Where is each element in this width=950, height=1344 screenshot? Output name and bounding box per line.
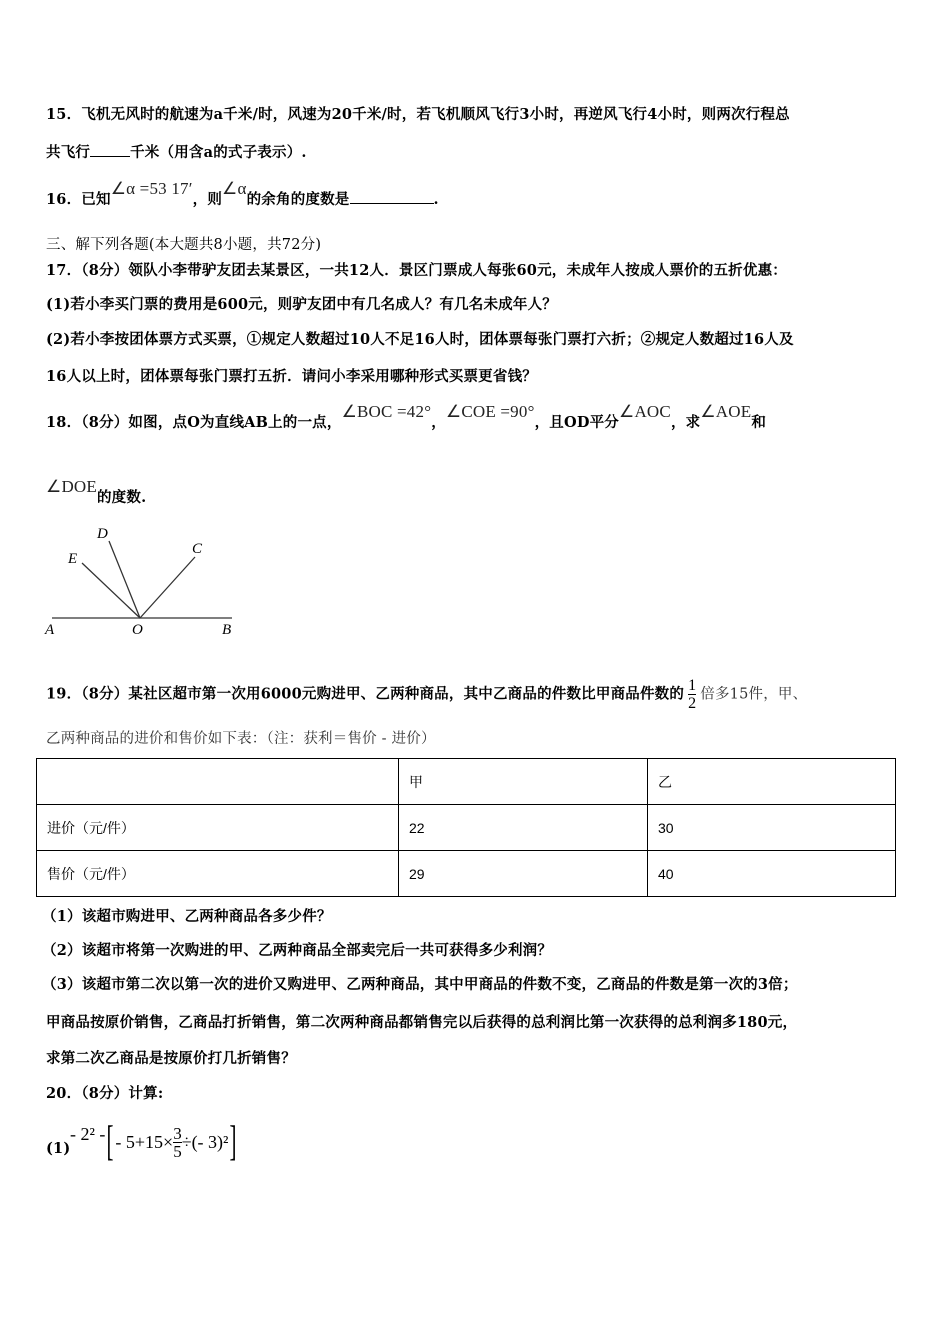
math-expr: ÷(- 3)² (181, 1131, 229, 1152)
math-expr: ∠DOE (46, 477, 97, 496)
price-table (36, 758, 896, 897)
table-row (37, 805, 896, 851)
math-expr: ∠COE =90° (445, 402, 535, 421)
math-expr: - 2² - (70, 1123, 106, 1144)
math-expr: ∠α (222, 179, 247, 198)
numerator: 1 (688, 677, 697, 694)
q16-text: ，则 (192, 191, 223, 208)
q17-line4: 16人以上时，团体票每张门票打五折．请问小李采用哪种形式买票更省钱？ (46, 368, 537, 385)
denominator: 5 (173, 1141, 182, 1161)
q18-text: ， (431, 414, 446, 431)
table-cell: 40 (648, 851, 896, 897)
q19-text: 19．（8分）某社区超市第一次用6000元购进甲、乙两种商品，其中乙商品的件数比甲商品件数的 (46, 685, 685, 703)
label-d: D (97, 526, 108, 542)
answer-blank (350, 189, 434, 204)
q19-line2: 乙两种商品的进价和售价如下表：（注：获利＝售价 - 进价） (46, 731, 436, 747)
q16-text: . (433, 191, 439, 208)
q20-part1-label: (1) (46, 1140, 71, 1157)
angle-figure (0, 0, 300, 660)
q15-text: 共飞行 (46, 144, 91, 161)
q19-part3-line1: （3）该超市第二次以第一次的进价又购进甲、乙两种商品，其中甲商品的件数不变，乙商品的件数是第一次的3倍； (42, 976, 798, 993)
table-cell: 售价（元/件） (37, 851, 399, 897)
q20-expression (70, 1118, 238, 1166)
ray-oe (82, 563, 140, 618)
table-cell: 甲 (399, 759, 648, 805)
q18-text: 的度数. (96, 489, 147, 506)
label-e: E (68, 551, 78, 567)
ray-oc (140, 557, 195, 618)
table-cell: 30 (648, 805, 896, 851)
math-expr: ∠α =53 17′ (110, 179, 193, 198)
table-cell: 乙 (648, 759, 896, 805)
fraction (688, 677, 696, 712)
q18-text: ，且OD平分 (534, 414, 619, 431)
q19-part1: （1）该超市购进甲、乙两种商品各多少件？ (42, 908, 332, 925)
math-expr: ∠AOE (700, 402, 752, 421)
table-cell: 29 (399, 851, 648, 897)
math-expr: - 5+15× (115, 1131, 174, 1152)
math-expr: ∠AOC (619, 402, 671, 421)
left-bracket: [ (106, 1119, 114, 1165)
denominator: 2 (688, 695, 697, 712)
math-expr: ∠BOC =42° (341, 402, 432, 421)
q17-line1: 17．（8分）领队小李带驴友团去某景区，一共12人．景区门票成人每张60元，未成年人按成人票价的五折优惠： (46, 262, 787, 279)
q16-text: 16．已知 (46, 191, 111, 208)
q17-line3: (2)若小李按团体票方式买票，①规定人数超过10人不足16人时，团体票每张门票打六折；②规定人数超过16人及 (46, 331, 794, 348)
table-cell (37, 759, 399, 805)
q16-text: 的余角的度数是 (246, 191, 350, 208)
label-b: B (222, 622, 232, 638)
q19-line1 (46, 677, 807, 712)
ray-od (109, 541, 140, 618)
numerator: 3 (173, 1123, 182, 1143)
section-heading: 三、解下列各题(本大题共8小题，共72分) (46, 237, 322, 253)
label-c: C (192, 541, 203, 557)
q15-text: 千米（用含a的式子表示）. (130, 144, 307, 161)
table-cell: 进价（元/件） (37, 805, 399, 851)
q19-part2: （2）该超市将第一次购进的甲、乙两种商品全部卖完后一共可获得多少利润？ (42, 942, 553, 959)
label-a: A (45, 622, 55, 638)
q15-line1: 15．飞机无风时的航速为a千米/时，风速为20千米/时，若飞机顺风飞行3小时，再逆风飞行4小时，则两次行程总 (46, 106, 790, 123)
table-row (37, 851, 896, 897)
table-cell: 22 (399, 805, 648, 851)
q19-part3-line2: 甲商品按原价销售，乙商品打折销售，第二次两种商品都销售完以后获得的总利润比第一次获得的总利润多180元， (46, 1014, 798, 1031)
q20-title: 20．（8分）计算: (46, 1085, 164, 1102)
table-header-row (37, 759, 896, 805)
q17-line2: (1)若小李买门票的费用是600元，则驴友团中有几名成人？有几名未成年人？ (46, 296, 557, 313)
right-bracket: ] (229, 1119, 237, 1165)
label-o: O (132, 622, 143, 638)
q19-text: 倍多15件，甲、 (700, 686, 808, 703)
q18-text: 18．（8分）如图，点O为直线AB上的一点， (46, 414, 342, 431)
fraction (173, 1125, 182, 1160)
q19-part3-line3: 求第二次乙商品是按原价打几折销售？ (46, 1050, 296, 1067)
q18-text: ，求 (670, 414, 701, 431)
q18-text: 和 (751, 414, 767, 431)
